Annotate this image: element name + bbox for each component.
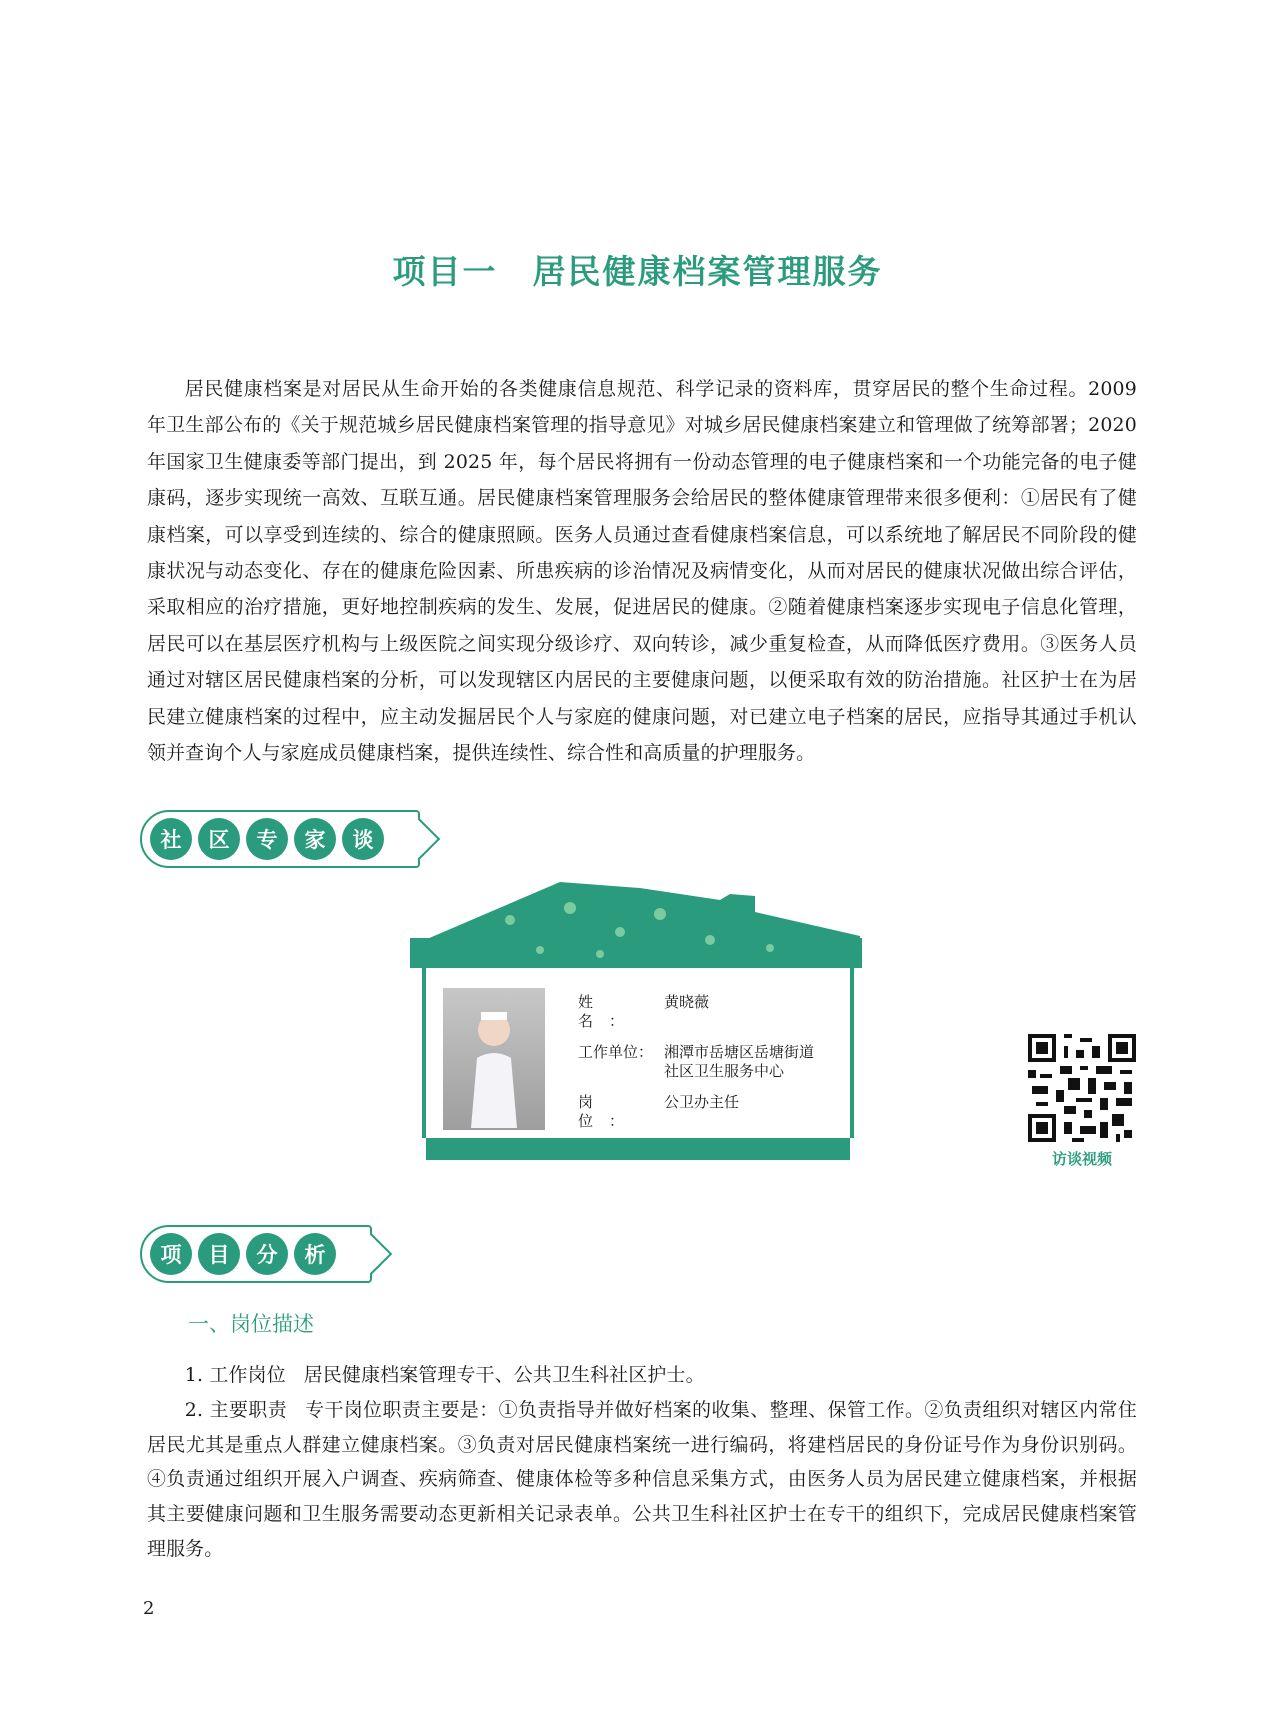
duty-item-1-title: 1. 工作岗位: [184, 1364, 286, 1386]
profile-position-row: [578, 1093, 868, 1131]
page-title: 项目一 居民健康档案管理服务: [392, 252, 883, 291]
profile-position-label: 岗位：: [578, 1093, 641, 1130]
badge-char: 谈: [342, 818, 384, 860]
duty-item-2-title: 2. 主要职责: [184, 1398, 288, 1421]
qr-caption: 访谈视频: [1051, 1150, 1112, 1168]
duty-item-2: [147, 1393, 1137, 1567]
badge-char: 项: [150, 1233, 192, 1275]
badge-char: 析: [294, 1233, 336, 1275]
profile-unit-row: [578, 1043, 868, 1081]
expert-photo: [443, 988, 545, 1130]
badge-char: 社: [150, 818, 192, 860]
badge-char: 分: [246, 1233, 288, 1275]
badge-char: 区: [198, 818, 240, 860]
community-expert-badge: [140, 810, 420, 868]
profile-info: [578, 993, 868, 1143]
profile-name-label: 姓名：: [578, 993, 641, 1030]
section-heading-job-description: 一、岗位描述: [188, 1312, 314, 1336]
duty-item-1: [147, 1358, 1137, 1393]
duty-item-2-text: 专干岗位职责主要是：①负责指导并做好档案的收集、整理、保管工作。②负责组织对辖区内常住居民尤其是重点人群建立健康档案。③负责对居民健康档案统一进行编码，将建档居民的身份证号作为身份识别码。④负责通过组织开展入户调查、疾病筛查、健康体检等多种信息采集方式，由医务人员为居民建立健康档案，并根据其主要健康问题和卫生服务需要动态更新相关记录表单。公共卫生科社区护士在专干的组织下，完成居民健康档案管理服务。: [147, 1398, 1137, 1560]
duties-block: [147, 1358, 1137, 1567]
qr-code-icon[interactable]: [1028, 1034, 1136, 1142]
badge-char: 目: [198, 1233, 240, 1275]
profile-unit-line1: 湘潭市岳塘区岳塘街道: [664, 1043, 815, 1061]
house-roof: [420, 882, 860, 942]
house-eave: [410, 938, 862, 968]
page-number: 2: [143, 1598, 155, 1619]
person-icon: [443, 988, 545, 1130]
profile-unit-value: [664, 1043, 814, 1081]
badge-char: 专: [246, 818, 288, 860]
profile-unit-line2: 社区卫生服务中心: [664, 1062, 785, 1080]
badge-char: 家: [294, 818, 336, 860]
project-analysis-badge: [140, 1225, 372, 1283]
house-wall-left: [422, 968, 426, 1138]
duty-item-1-text: 居民健康档案管理专干、公共卫生科社区护士。: [303, 1364, 705, 1386]
profile-name-value: 黄晓薇: [664, 993, 710, 1011]
intro-paragraph: 居民健康档案是对居民从生命开始的各类健康信息规范、科学记录的资料库，贯穿居民的整个生命过程。2009 年卫生部公布的《关于规范城乡居民健康档案管理的指导意见》对城乡居民健康档案建立和管理做了统筹部署；2020 年国家卫生健康委等部门提出，到 2025 年，每个居民将拥有一份动态管理的电子健康档案和一个功能完备的电子健康码，逐步实现统一高效、互联互通。居民健康档案管理服务会给居民的整体健康管理带来很多便利：①居民有了健康档案，可以享受到连续的、综合的健康照顾。医务人员通过查看健康档案信息，可以系统地了解居民不同阶段的健康状况与动态变化、存在的健康危险因素、所患疾病的诊治情况及病情变化，从而对居民的健康状况做出综合评估，采取相应的治疗措施，更好地控制疾病的发生、发展，促进居民的健康。②随着健康档案逐步实现电子信息化管理，居民可以在基层医疗机构与上级医院之间实现分级诊疗、双向转诊，减少重复检查，从而降低医疗费用。③医务人员通过对辖区居民健康档案的分析，可以发现辖区内居民的主要健康问题，以便采取有效的防治措施。社区护士在为居民建立健康档案的过程中，应主动发掘居民个人与家庭的健康问题，对已建立电子档案的居民，应指导其通过手机认领并查询个人与家庭成员健康档案，提供连续性、综合性和高质量的护理服务。: [147, 378, 1137, 765]
profile-name-row: [578, 993, 868, 1031]
profile-position-value: 公卫办主任: [664, 1093, 740, 1111]
profile-unit-label: 工作单位：: [578, 1043, 654, 1061]
